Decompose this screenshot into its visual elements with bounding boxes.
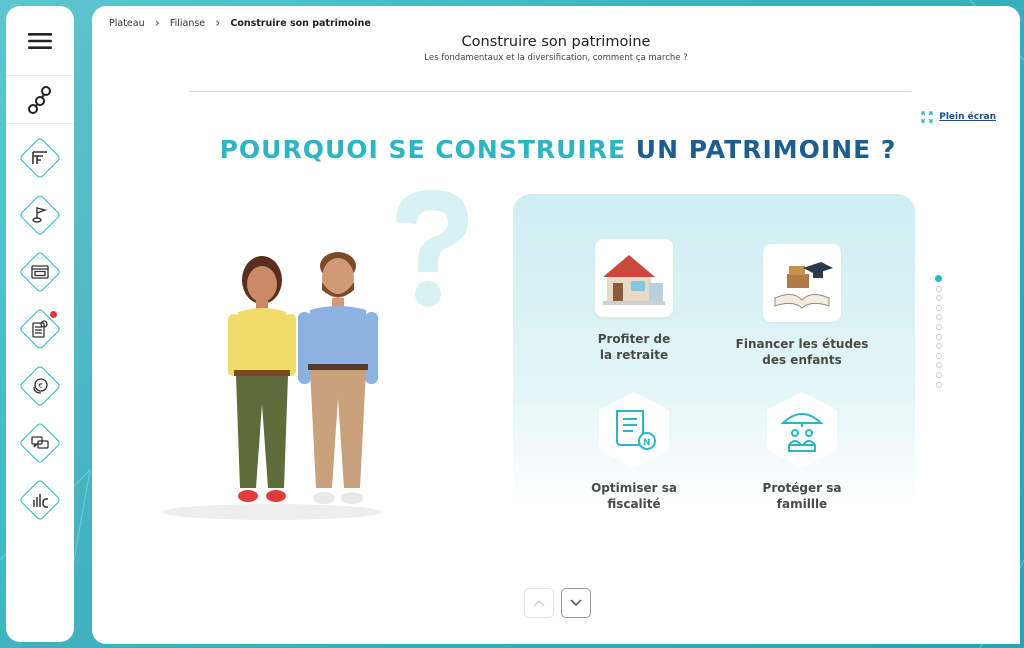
svg-text:€: € [38,382,43,390]
slide-dot[interactable] [936,353,942,359]
nav-item-7[interactable] [17,477,63,523]
breadcrumb-item-filianse[interactable]: Filianse [169,18,206,29]
card-etudes[interactable] [717,244,887,368]
slide-pagination [935,275,942,391]
card-fiscalite[interactable] [549,390,719,512]
chevron-right-icon: › [154,15,160,31]
page-title: Construire son patrimoine [461,34,651,50]
nav-item-3[interactable] [17,249,63,295]
slide-dot[interactable] [936,305,942,311]
molecule-logo-icon [26,85,54,115]
headline-part1: POURQUOI SE CONSTRUIRE [219,135,627,164]
goals-panel [513,194,915,509]
card-retraite[interactable] [549,239,719,363]
nav-item-2[interactable] [17,192,63,238]
slide-dot[interactable] [936,324,942,330]
browser-window-icon [31,265,49,279]
breadcrumb-item-plateau[interactable]: Plateau [109,18,145,29]
divider [189,91,911,92]
app-logo[interactable] [6,76,74,124]
chevron-down-icon [570,599,582,607]
notification-badge [50,311,57,318]
previous-slide-button[interactable] [524,588,554,618]
umbrella-family-icon [763,390,841,470]
breadcrumb [109,15,371,31]
main-content [92,6,1020,644]
slide-dot[interactable] [936,382,942,388]
slide-dot[interactable] [936,343,942,349]
slide-dot[interactable] [936,314,942,320]
fullscreen-button[interactable] [921,111,996,123]
goal-flag-icon [32,206,48,224]
slide-dot[interactable] [936,362,942,368]
coin-icon [31,377,49,395]
card-label: Optimiser sa fiscalité [591,481,677,511]
hamburger-icon [28,32,52,50]
card-label: Financer les études des enfants [735,337,869,367]
chevron-right-icon: › [215,15,221,31]
tax-document-icon [595,390,673,470]
bar-chart-c-icon [31,491,49,509]
card-label: Profiter de la retraite [597,332,671,362]
headline-part2: UN PATRIMOINE ? [635,135,897,164]
books-graduation-icon [763,244,841,322]
fullscreen-label: Plein écran [939,112,996,122]
nav-item-4[interactable] [17,306,63,352]
flag-f-icon [31,150,49,166]
next-slide-button[interactable] [561,588,591,618]
card-label: Protéger sa famillle [762,481,842,511]
slide-dot[interactable] [936,286,942,292]
card-famille[interactable] [717,390,887,512]
slide-dot[interactable] [936,334,942,340]
menu-button[interactable] [6,6,74,76]
page-subtitle: Les fondamentaux et la diversification, comment ça marche ? [424,53,688,63]
couple-illustration [162,244,392,524]
chevron-up-icon [533,599,545,607]
svg-text:N: N [643,438,651,448]
nav-item-6[interactable] [17,420,63,466]
breadcrumb-item-current: Construire son patrimoine [230,18,371,29]
slide-dot[interactable] [936,372,942,378]
nav-item-5[interactable] [17,363,63,409]
chat-bubbles-icon [31,435,49,451]
question-mark-illustration [382,184,482,314]
nav-item-1[interactable] [17,135,63,181]
slide-dot[interactable] [935,275,942,282]
expand-icon [921,111,933,123]
sidebar [6,6,74,642]
slide-dot[interactable] [936,295,942,301]
slide-headline [92,135,1020,164]
house-icon [595,239,673,317]
calculator-icon [32,320,48,338]
